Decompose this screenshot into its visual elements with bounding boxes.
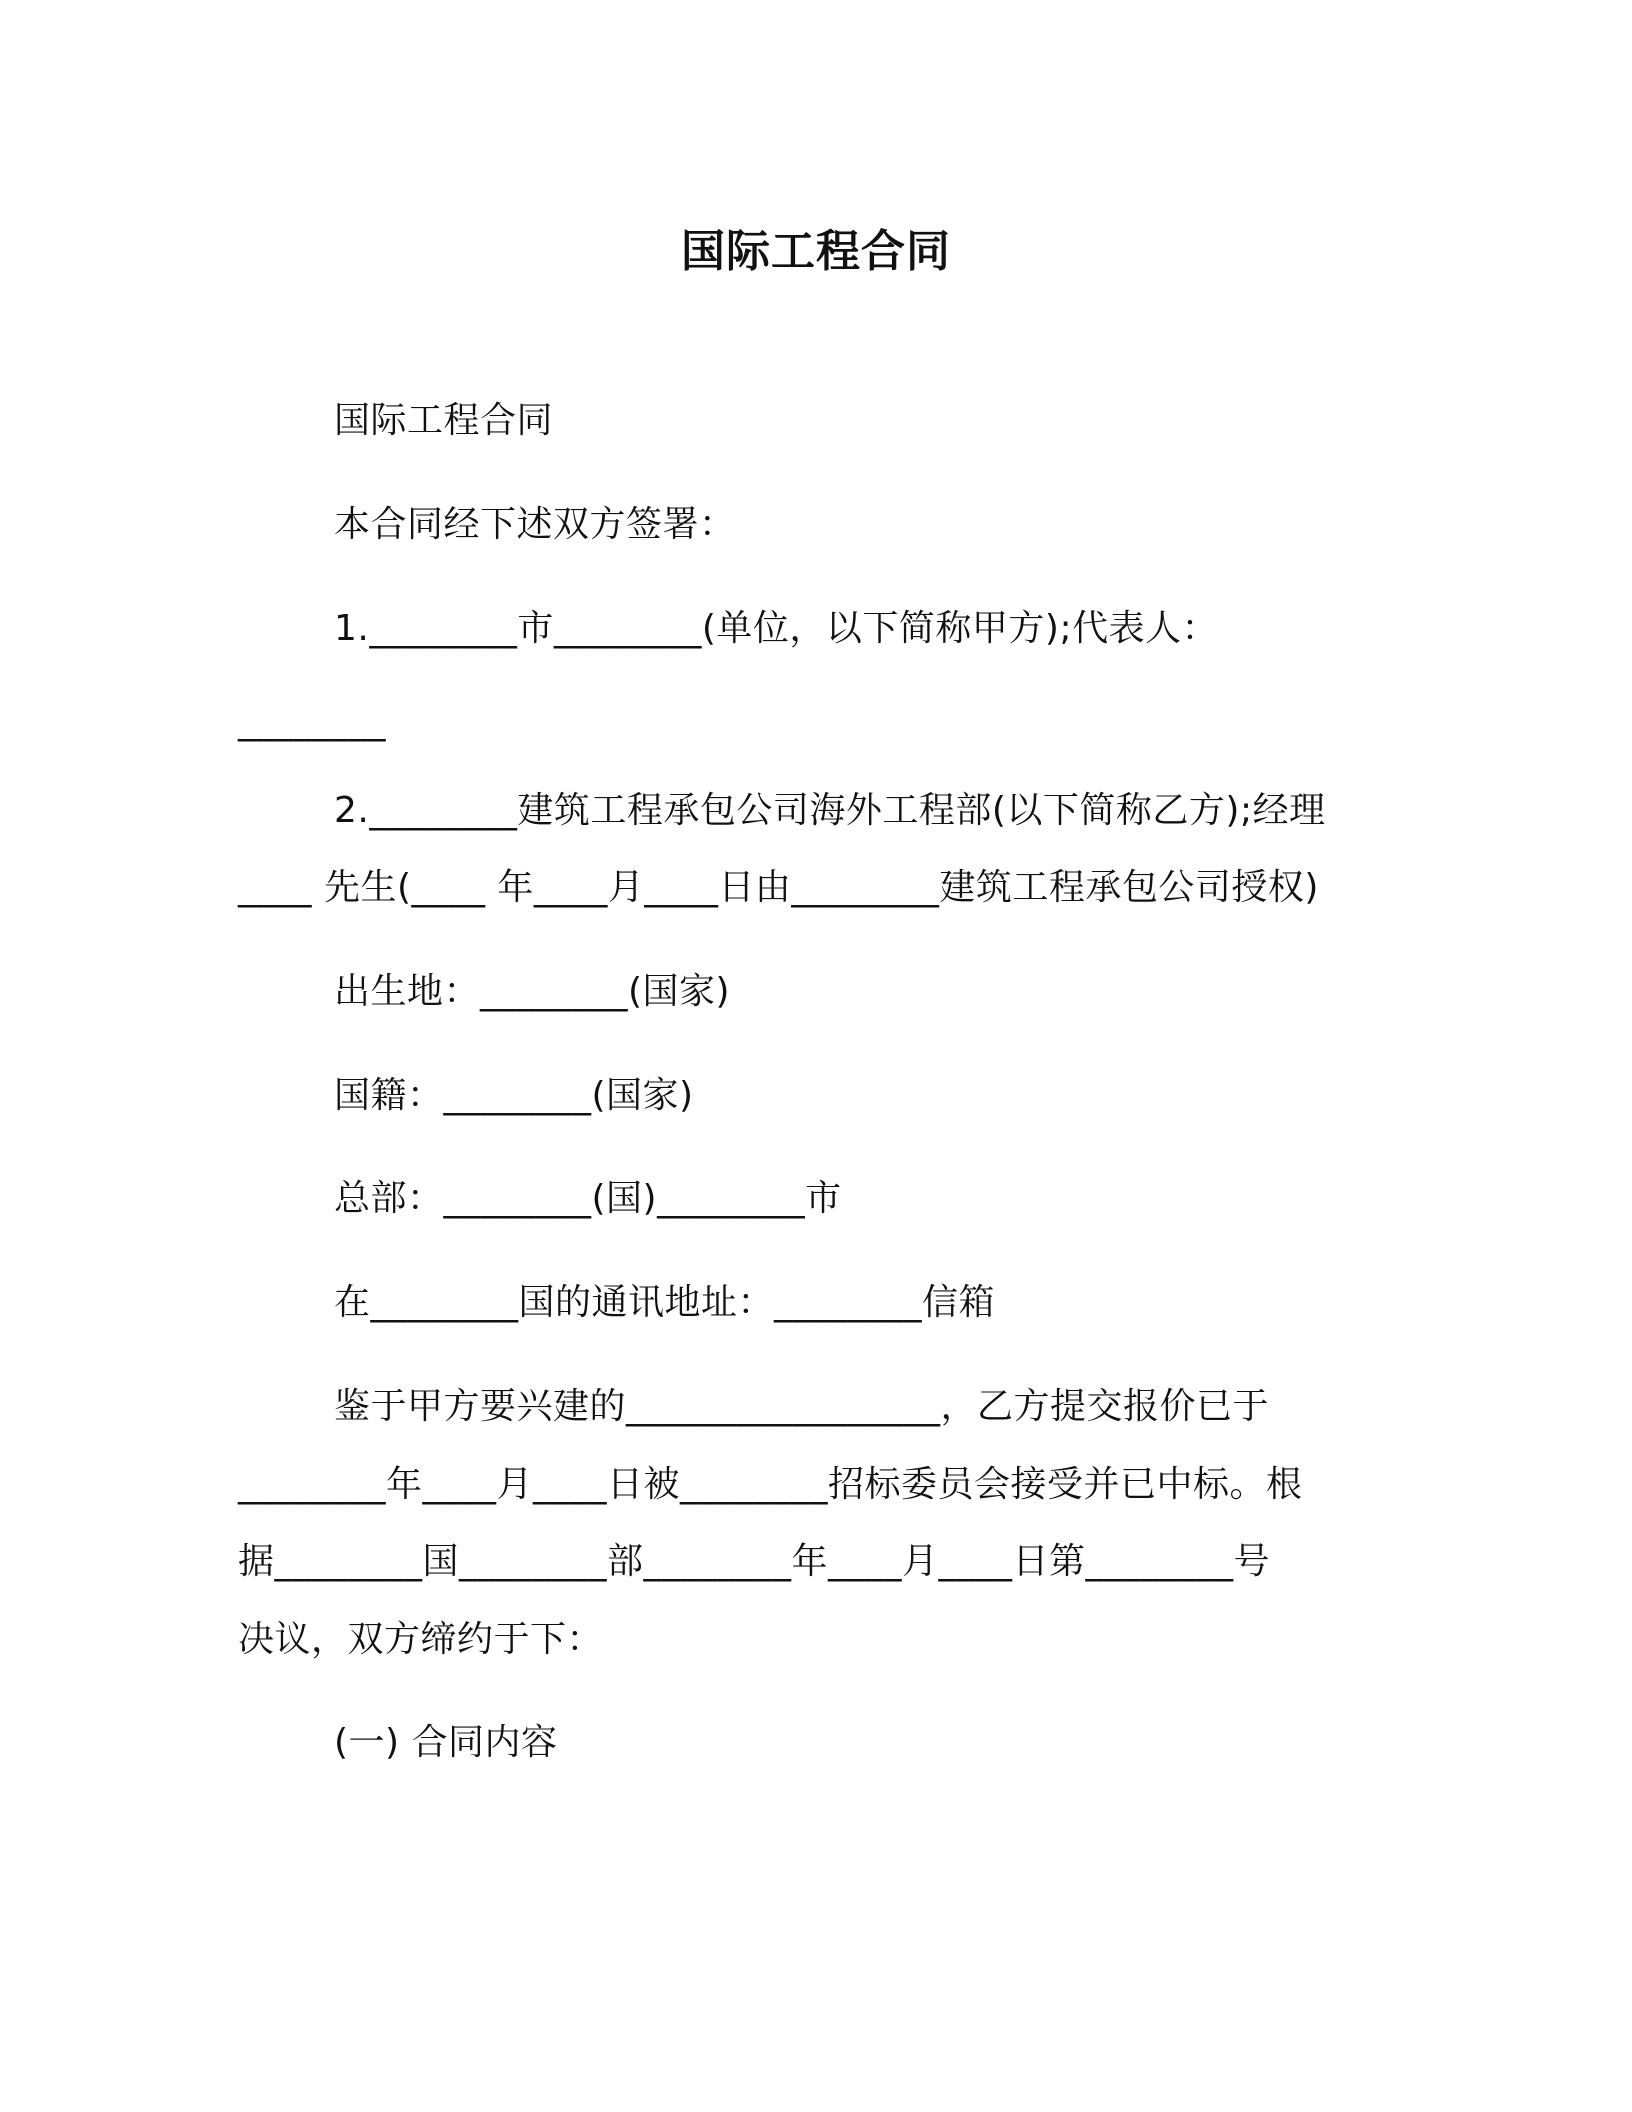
section-heading-contract-content: (一) 合同内容 (334, 1722, 558, 1763)
subtitle-line: 国际工程合同 (334, 400, 554, 441)
party-a-representative-line: ________ (238, 701, 386, 742)
party-b-line: 2.________建筑工程承包公司海外工程部(以下简称乙方);经理 (334, 790, 1326, 831)
document-title: 国际工程合同 (681, 226, 951, 277)
party-b-manager-line: ____ 先生(____ 年____月____日由________建筑工程承包公司授权) (238, 867, 1319, 908)
whereas-line-1: 鉴于甲方要兴建的_________________，乙方提交报价已于 (334, 1386, 1270, 1427)
headquarters-line: 总部：________(国)________市 (334, 1178, 842, 1219)
intro-line: 本合同经下述双方签署： (334, 504, 736, 545)
nationality-line: 国籍：________(国家) (334, 1075, 694, 1116)
whereas-line-3: 据________国________部________年____月____日第________号 (238, 1541, 1271, 1582)
whereas-line-4: 决议，双方缔约于下： (238, 1619, 604, 1660)
address-line: 在________国的通讯地址：________信箱 (334, 1282, 996, 1323)
birthplace-line: 出生地：________(国家) (334, 971, 731, 1012)
party-a-line: 1.________市________(单位，以下简称甲方);代表人： (334, 608, 1219, 649)
whereas-line-2: ________年____月____日被________招标委员会接受并已中标。根 (238, 1464, 1303, 1505)
